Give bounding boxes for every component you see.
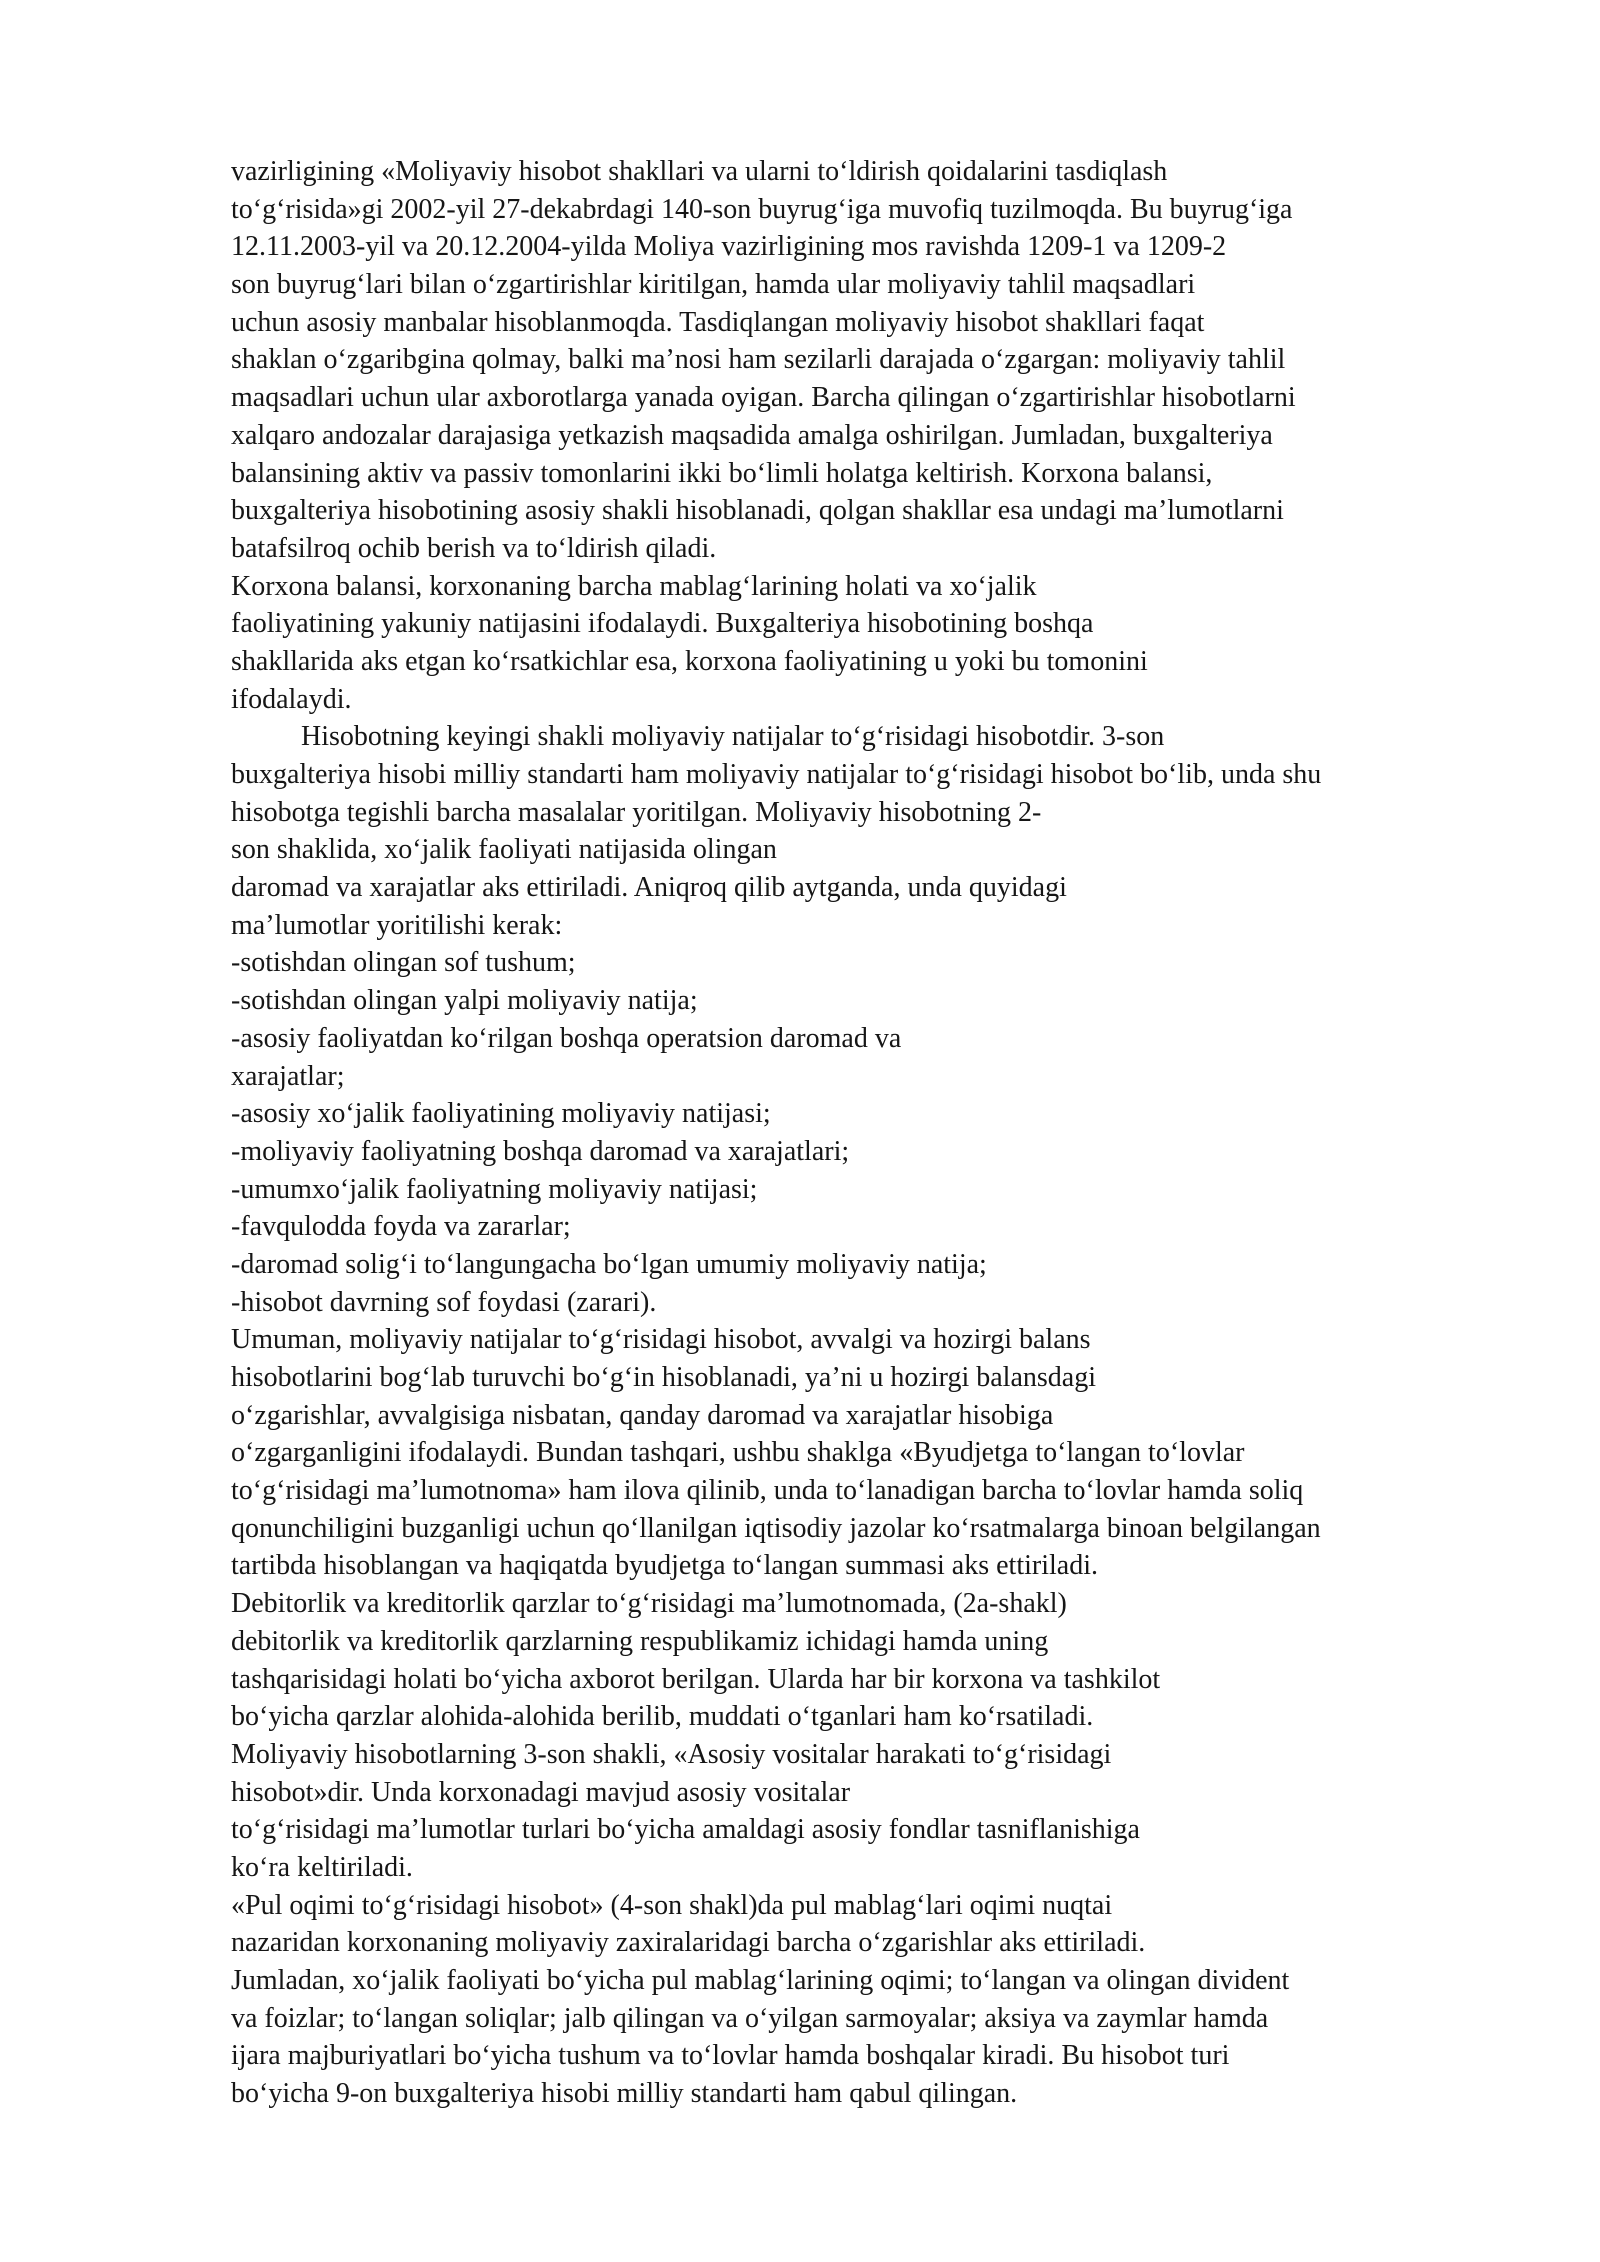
text-line: hisobotlarini bog‘lab turuvchi bo‘g‘in hisoblanadi, ya’ni u hozirgi balansdagi (231, 1362, 1096, 1393)
text-line: va foizlar; to‘langan soliqlar; jalb qilingan va o‘yilgan sarmoyalar; aksiya va zaymlar hamda (231, 2002, 1269, 2034)
text-line: tartibda hisoblangan va haqiqatda byudjetga to‘langan summasi aks ettiriladi. (231, 1550, 1098, 1582)
text-line: uchun asosiy manbalar hisoblanmoqda. Tasdiqlangan moliyaviy hisobot shakllari faqat (231, 306, 1205, 338)
text-line: bo‘yicha qarzlar alohida-alohida berilib, muddati o‘tganlari ham ko‘rsatiladi. (231, 1701, 1094, 1733)
text-line: tashqarisidagi holati bo‘yicha axborot berilgan. Ularda har bir korxona va tashkilot (231, 1663, 1161, 1695)
text-line: daromad va xarajatlar aks ettiriladi. Aniqroq qilib aytganda, unda quyidagi (231, 872, 1067, 904)
text-line: to‘g‘risida»gi 2002-yil 27-dekabrdagi 140-son buyrug‘iga muvofiq tuzilmoqda. Bu buyrug‘iga (231, 193, 1293, 225)
text-line: 12.11.2003-yil va 20.12.2004-yilda Moliya vazirligining mos ravishda 1209-1 va 1209-2 (231, 231, 1227, 263)
text-line: -asosiy faoliyatdan ko‘rilgan boshqa operatsion daromad va (231, 1022, 902, 1054)
text-line: hisobotga tegishli barcha masalalar yoritilgan. Moliyaviy hisobotning 2- (231, 796, 1042, 828)
text-line: -hisobot davrning sof foydasi (zarari). (231, 1286, 657, 1318)
text-line: xarajatlar; (231, 1060, 345, 1092)
text-line: debitorlik va kreditorlik qarzlarning respublikamiz ichidagi hamda uning (231, 1625, 1049, 1657)
text-line: Umuman, moliyaviy natijalar to‘g‘risidagi hisobot, avvalgi va hozirgi balans (231, 1324, 1091, 1356)
text-line: qonunchiligini buzganligi uchun qo‘llanilgan iqtisodiy jazolar ko‘rsatmalarga binoan belgilangan (231, 1512, 1321, 1544)
text-line: xalqaro andozalar darajasiga yetkazish maqsadida amalga oshirilgan. Jumladan, buxgalteriya (231, 419, 1273, 451)
document-body (231, 153, 1531, 2113)
text-line: Jumladan, xo‘jalik faoliyati bo‘yicha pul mablag‘larining oqimi; to‘langan va olingan divident (231, 1965, 1290, 1996)
text-line: «Pul oqimi to‘g‘risidagi hisobot» (4-son shakl)da pul mablag‘lari oqimi nuqtai (231, 1889, 1113, 1921)
text-line: o‘zgarishlar, avvalgisiga nisbatan, qanday daromad va xarajatlar hisobiga (231, 1399, 1054, 1431)
text-line: to‘g‘risidagi ma’lumotnoma» ham ilova qilinib, unda to‘lanadigan barcha to‘lovlar hamda soliq (231, 1475, 1304, 1507)
text-line: nazaridan korxonaning moliyaviy zaxiralaridagi barcha o‘zgarishlar aks ettiriladi. (231, 1927, 1146, 1959)
text-line: ko‘ra keltiriladi. (231, 1851, 413, 1883)
text-line: -asosiy xo‘jalik faoliyatining moliyaviy natijasi; (231, 1098, 771, 1130)
text-line: son buyrug‘lari bilan o‘zgartirishlar kiritilgan, hamda ular moliyaviy tahlil maqsadlari (231, 269, 1196, 301)
text-line: o‘zgarganligini ifodalaydi. Bundan tashqari, ushbu shaklga «Byudjetga to‘langan to‘lovlar (231, 1437, 1245, 1469)
text-line: -sotishdan olingan yalpi moliyaviy natija; (231, 985, 698, 1017)
text-line: Korxona balansi, korxonaning barcha mablag‘larining holati va xo‘jalik (231, 570, 1037, 602)
text-line: faoliyatining yakuniy natijasini ifodalaydi. Buxgalteriya hisobotining boshqa (231, 608, 1094, 640)
text-line: hisobot»dir. Unda korxonadagi mavjud asosiy vositalar (231, 1776, 851, 1808)
text-line: ifodalaydi. (231, 683, 352, 715)
text-line: -sotishdan olingan sof tushum; (231, 947, 576, 979)
text-line: Moliyaviy hisobotlarning 3-son shakli, «Asosiy vositalar harakati to‘g‘risidagi (231, 1738, 1112, 1770)
text-line: buxgalteriya hisobi milliy standarti ham moliyaviy natijalar to‘g‘risidagi hisobot bo‘lib, unda shu (231, 759, 1322, 790)
text-line: -umumxo‘jalik faoliyatning moliyaviy natijasi; (231, 1173, 758, 1205)
text-line: son shaklida, xo‘jalik faoliyati natijasida olingan (231, 834, 777, 866)
text-line: bo‘yicha 9-on buxgalteriya hisobi milliy standarti ham qabul qilingan. (231, 2078, 1018, 2110)
text-line: batafsilroq ochib berish va to‘ldirish qiladi. (231, 532, 717, 564)
text-line: -favqulodda foyda va zararlar; (231, 1211, 571, 1243)
text-line: -moliyaviy faoliyatning boshqa daromad va xarajatlari; (231, 1135, 850, 1167)
text-line: to‘g‘risidagi ma’lumotlar turlari bo‘yicha amaldagi asosiy fondlar tasniflanishiga (231, 1814, 1140, 1846)
text-line: ijara majburiyatlari bo‘yicha tushum va to‘lovlar hamda boshqalar kiradi. Bu hisobot turi (231, 2040, 1230, 2072)
text-line: Debitorlik va kreditorlik qarzlar to‘g‘risidagi ma’lumotnomada, (2a-shakl) (231, 1588, 1067, 1620)
text-line: maqsadlari uchun ular axborotlarga yanada oyigan. Barcha qilingan o‘zgartirishlar hisobotlarni (231, 382, 1296, 414)
text-line: balansining aktiv va passiv tomonlarini ikki bo‘limli holatga keltirish. Korxona balansi, (231, 457, 1213, 489)
text-line: buxgalteriya hisobotining asosiy shakli hisoblanadi, qolgan shakllar esa undagi ma’lumotlarni (231, 495, 1284, 527)
text-line: Hisobotning keyingi shakli moliyaviy natijalar to‘g‘risidagi hisobotdir. 3-son (231, 721, 1165, 753)
text-line: -daromad solig‘i to‘langungacha bo‘lgan umumiy moliyaviy natija; (231, 1248, 987, 1280)
text-line: shaklan o‘zgaribgina qolmay, balki ma’nosi ham sezilarli darajada o‘zgargan: moliyaviy tahlil (231, 344, 1286, 376)
text-line: ma’lumotlar yoritilishi kerak: (231, 909, 563, 941)
text-line: shakllarida aks etgan ko‘rsatkichlar esa, korxona faoliyatining u yoki bu tomonini (231, 645, 1148, 677)
text-line: vazirligining «Moliyaviy hisobot shakllari va ularni to‘ldirish qoidalarini tasdiqlash (231, 156, 1168, 187)
